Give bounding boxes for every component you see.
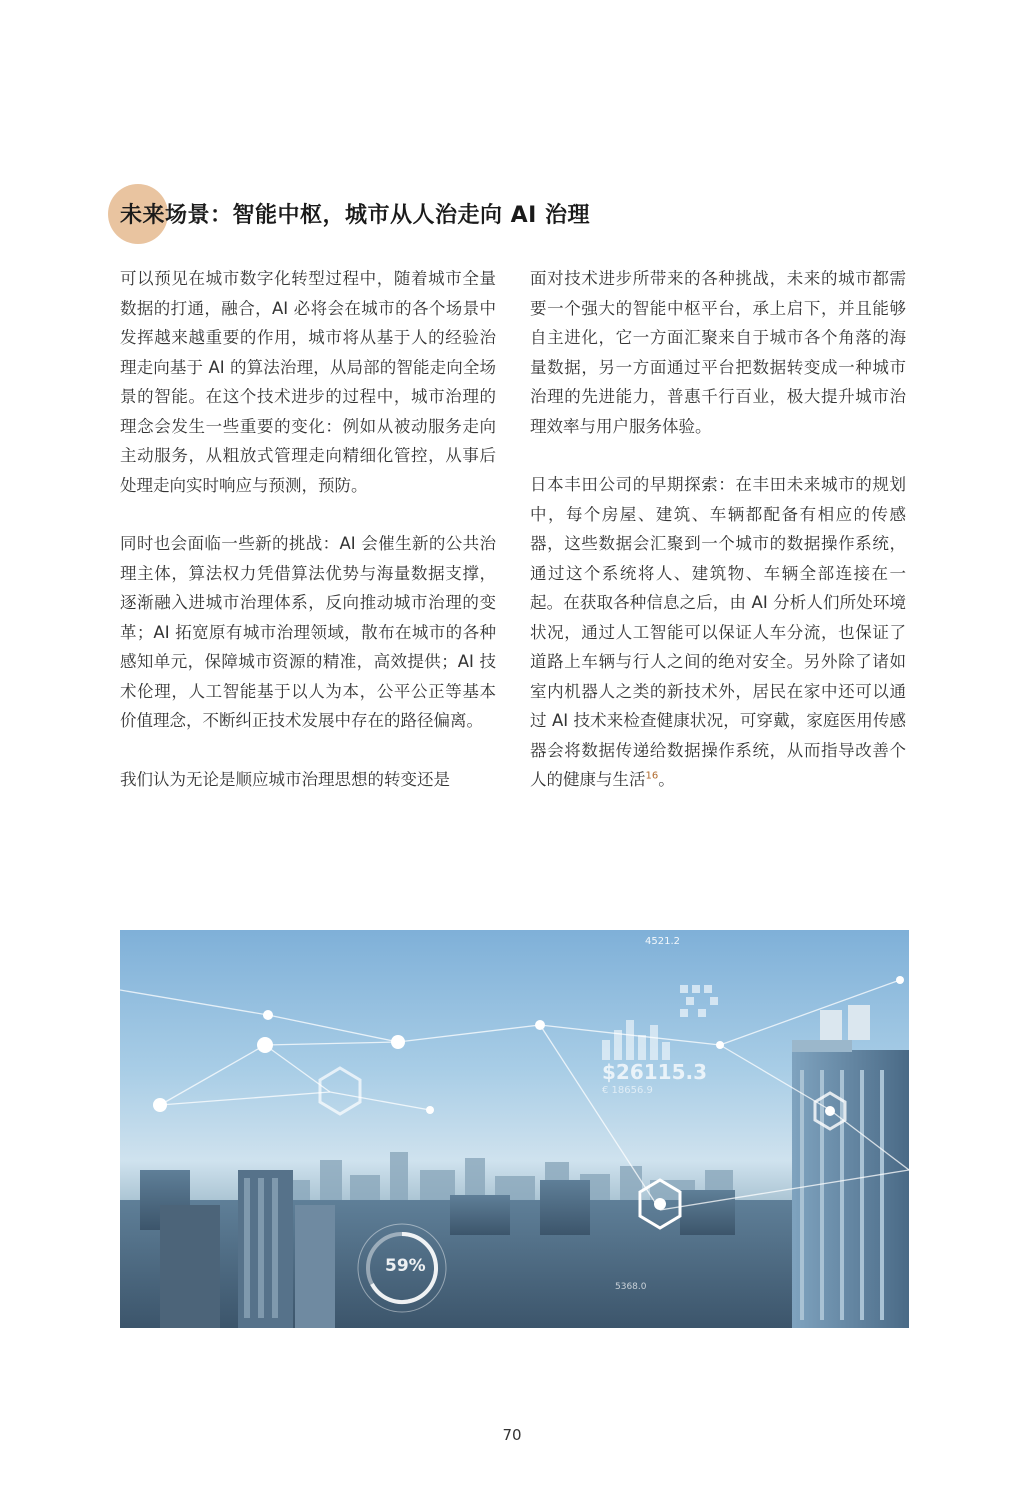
percent-label: 59% [385, 1256, 426, 1276]
bottom-number-label: 5368.0 [615, 1282, 647, 1292]
grid-pixel-overlay [680, 985, 718, 1017]
left-paragraph-2: 同时也会面临一些新的挑战：AI 会催生新的公共治理主体，算法权力凭借算法优势与海量数据支撑，逐渐融入进城市治理体系，反向推动城市治理的变革；AI 拓宽原有城市治理领域，散布在城市的各种感知单元，保障城市资源的精准，高效提供；AI 技术伦理，人工智能基于以人为本，公平公正等基本价值理念，不断纠正技术发展中存在的路径偏离。 [120, 534, 496, 730]
right-paragraph-2 [530, 470, 906, 795]
page-number: 70 [502, 1426, 522, 1444]
smart-city-image [120, 930, 909, 1328]
right-paragraph-1: 面对技术进步所带来的各种挑战，未来的城市都需要一个强大的智能中枢平台，承上启下，并且能够自主进化，它一方面汇聚来自于城市各个角落的海量数据，另一方面通过平台把数据转变成一种城市治理的先进能力，普惠千行百业，极大提升城市治理效率与用户服务体验。 [530, 269, 906, 436]
top-number-label: 4521.2 [645, 936, 680, 947]
heading-text: 未来场景：智能中枢，城市从人治走向 AI 治理 [120, 203, 591, 228]
right-paragraph-2-text: 日本丰田公司的早期探索：在丰田未来城市的规划中，每个房屋、建筑、车辆都配备有相应的传感器，这些数据会汇聚到一个城市的数据操作系统，通过这个系统将人、建筑物、车辆全部连接在一起。在获取各种信息之后，由 AI 分析人们所处环境状况，通过人工智能可以保证人车分流，也保证了道路上车辆与行人之间的绝对安全。另外除了诸如室内机器人之类的新技术外，居民在家中还可以通过 AI 技术来检查健康状况，可穿戴，家庭医用传感器会将数据传递给数据操作系统，从而指导改善个人的健康与生活 [530, 475, 906, 789]
left-column [120, 264, 496, 823]
right-column [530, 264, 906, 824]
building-right-tower [792, 1005, 909, 1328]
right-paragraph-2-tail: 。 [658, 770, 675, 789]
left-paragraph-1: 可以预见在城市数字化转型过程中，随着城市全量数据的打通，融合，AI 必将会在城市的各个场景中发挥越来越重要的作用，城市将从基于人的经验治理走向基于 AI 的算法治理，从局部的智能走向全场景的智能。在这个技术进步的过程中，城市治理的理念会发生一些重要的变化：例如从被动服务走向主动服务，从粗放式管理走向精细化管控，从事后处理走向实时响应与预测，预防。 [120, 269, 496, 495]
price-label: $26115.3 [602, 1060, 708, 1084]
city-illustration [120, 930, 909, 1328]
footnote-marker[interactable]: 16 [645, 770, 659, 782]
left-paragraph-3: 我们认为无论是顺应城市治理思想的转变还是 [120, 769, 450, 789]
sub-number-label: € 18656.9 [602, 1085, 653, 1096]
data-bars-overlay [602, 1020, 670, 1060]
